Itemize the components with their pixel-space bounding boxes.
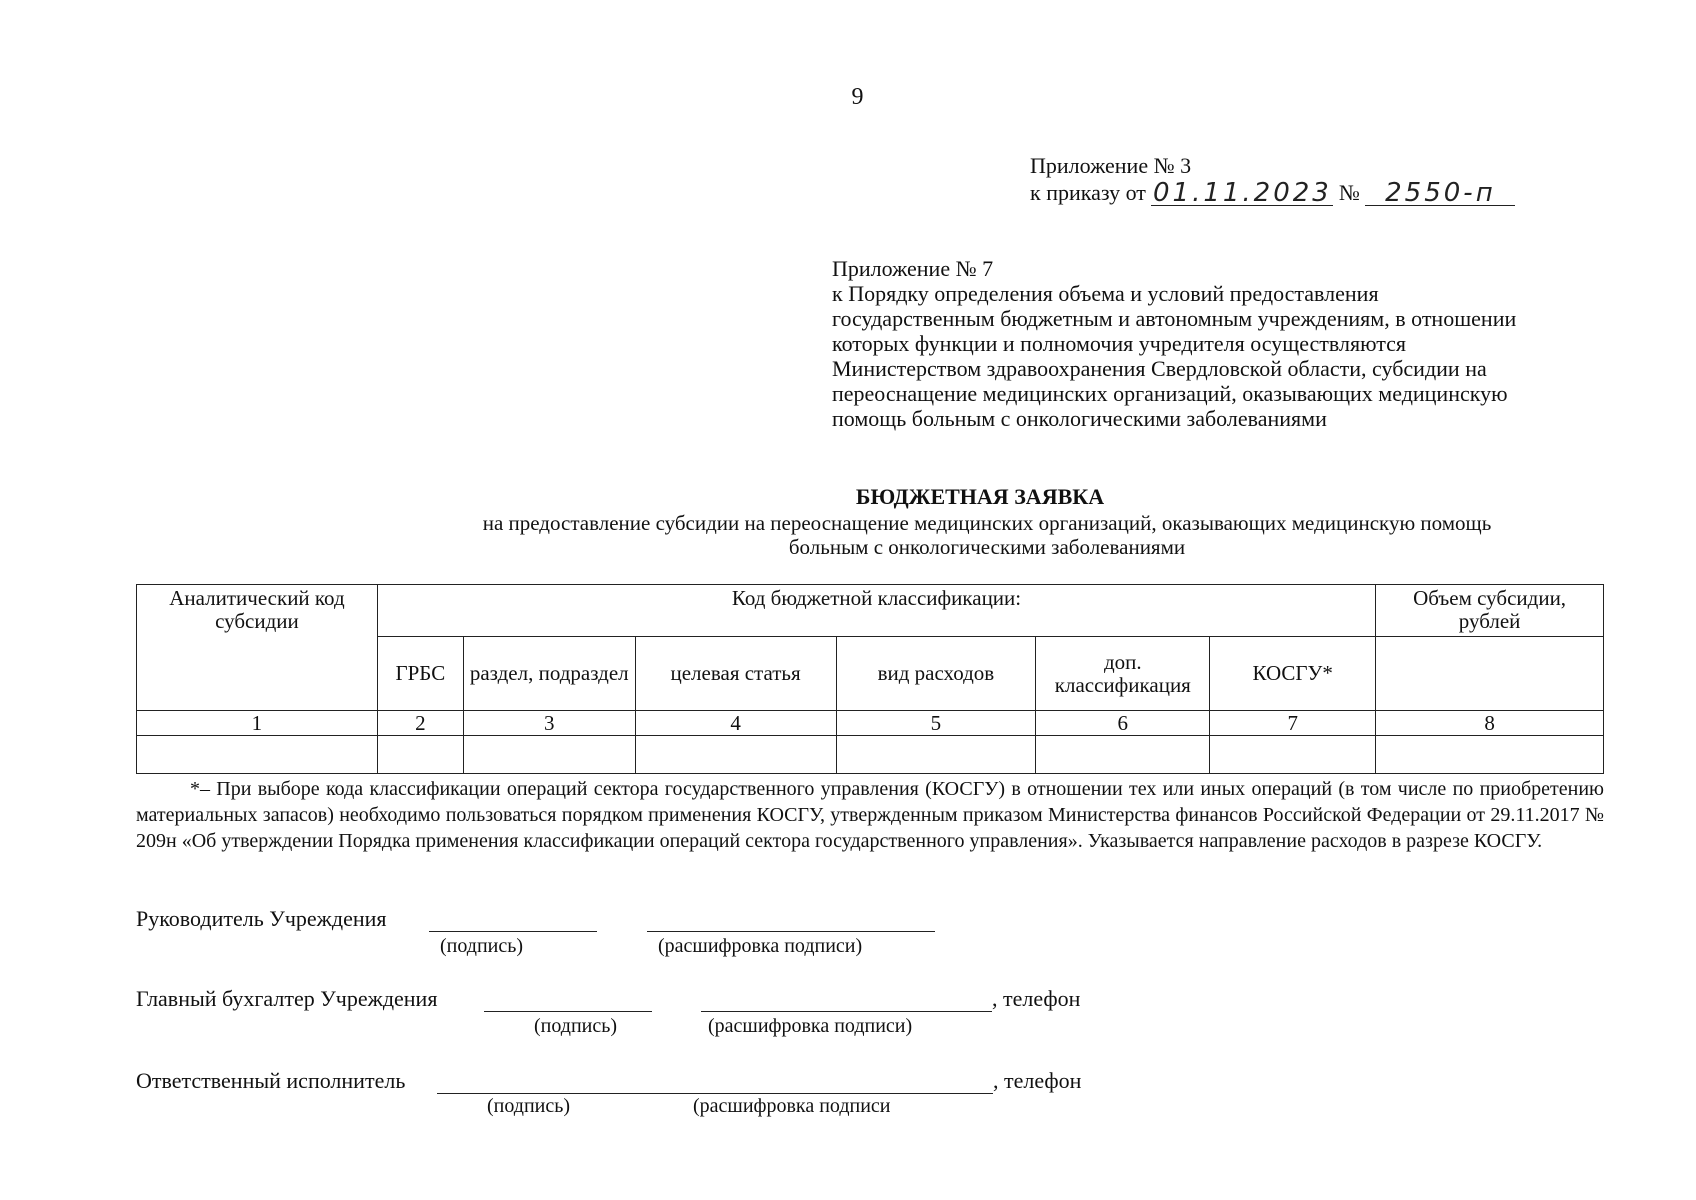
column-number-row	[137, 711, 1604, 736]
appendix-7-line: которых функции и полномочия учредителя осуществляются	[832, 331, 1407, 356]
appendix-7-title: Приложение № 7	[832, 256, 994, 281]
subtitle-line-2: больным с онкологическими заболеваниями	[788, 535, 1186, 559]
table-cell	[463, 736, 635, 774]
accountant-signature-line	[484, 993, 652, 1012]
document-subtitle	[402, 511, 1572, 559]
executor-phone-label: , телефон	[993, 1068, 1082, 1093]
subheader-additional-classification: доп. классификация	[1036, 637, 1210, 711]
subtitle-line-1: на предоставление субсидии на переоснащение медицинских организаций, оказывающих медицинскую помощь	[482, 511, 1492, 535]
column-number: 1	[137, 711, 378, 736]
table-cell	[1036, 736, 1210, 774]
order-number-handwritten: 2550-п	[1365, 181, 1515, 206]
subheader-empty	[1376, 637, 1604, 711]
head-decode-line	[647, 913, 935, 932]
header-analytic-code: Аналитический код субсидии	[137, 585, 378, 711]
table-row	[137, 736, 1604, 774]
appendix-7-header	[832, 256, 1592, 431]
executor-signature-label: Ответственный исполнитель	[136, 1068, 406, 1093]
accountant-decode-caption: (расшифровка подписи)	[708, 1015, 913, 1037]
subheader-section: раздел, подраздел	[463, 637, 635, 711]
accountant-decode-line	[701, 993, 992, 1012]
table-cell	[635, 736, 836, 774]
appendix-7-line: к Порядку определения объема и условий предоставления	[832, 281, 1379, 306]
executor-decode-caption: (расшифровка подписи	[693, 1095, 891, 1117]
table-cell	[377, 736, 463, 774]
order-reference	[1030, 179, 1515, 206]
appendix-7-line: переоснащение медицинских организаций, оказывающих медицинскую	[832, 381, 1508, 406]
head-signature-caption: (подпись)	[440, 935, 524, 957]
table-cell	[836, 736, 1036, 774]
footnote	[136, 776, 1604, 854]
accountant-phone-label: , телефон	[992, 986, 1081, 1011]
column-number: 4	[635, 711, 836, 736]
accountant-signature-label: Главный бухгалтер Учреждения	[136, 986, 438, 1011]
table-cell	[1210, 736, 1376, 774]
order-number-sign: №	[1338, 180, 1360, 205]
head-decode-caption: (расшифровка подписи)	[658, 935, 863, 957]
order-date-handwritten: 01.11.2023	[1152, 178, 1332, 208]
order-prefix: к приказу от	[1030, 180, 1146, 205]
appendix-7-line: Министерством здравоохранения Свердловской области, субсидии на	[832, 356, 1487, 381]
appendix-7-line: помощь больным с онкологическими заболеваниями	[832, 406, 1327, 431]
column-number: 7	[1210, 711, 1376, 736]
budget-table	[136, 584, 1604, 774]
column-number: 8	[1376, 711, 1604, 736]
footnote-text: *– При выборе кода классификации операций сектора государственного управления (КОСГУ) в отношении тех или иных операций (в том числе по приобретению материальных запасов) необходимо пользоваться порядком применения КОСГУ, утвержденным приказом Министерства финансов Российской Федерации от 29.11.2017 № 209н «Об утверждении Порядка применения классификации операций сектора государственного управления». Указывается направление расходов в разрезе КОСГУ.	[136, 778, 1604, 852]
subheader-kosgu: КОСГУ*	[1210, 637, 1376, 711]
column-number: 3	[463, 711, 635, 736]
subheader-grbs: ГРБС	[377, 637, 463, 711]
table-cell	[1376, 736, 1604, 774]
document-title: БЮДЖЕТНАЯ ЗАЯВКА	[855, 484, 1105, 509]
column-number: 6	[1036, 711, 1210, 736]
subheader-expense-type: вид расходов	[836, 637, 1036, 711]
head-signature-label: Руководитель Учреждения	[136, 906, 387, 931]
subheader-target-article: целевая статья	[635, 637, 836, 711]
header-budget-classification: Код бюджетной классификации:	[377, 585, 1375, 637]
appendix-3-header	[1030, 152, 1515, 206]
accountant-signature-caption: (подпись)	[534, 1015, 618, 1037]
head-signature-line	[429, 913, 597, 932]
executor-signature-caption: (подпись)	[487, 1095, 571, 1117]
page-number: 9	[851, 84, 864, 110]
appendix-3-title: Приложение № 3	[1030, 153, 1192, 178]
executor-signature-line	[437, 1075, 993, 1094]
appendix-7-line: государственным бюджетным и автономным учреждениям, в отношении	[832, 306, 1517, 331]
column-number: 2	[377, 711, 463, 736]
header-subsidy-amount: Объем субсидии, рублей	[1376, 585, 1604, 637]
column-number: 5	[836, 711, 1036, 736]
table-cell	[137, 736, 378, 774]
